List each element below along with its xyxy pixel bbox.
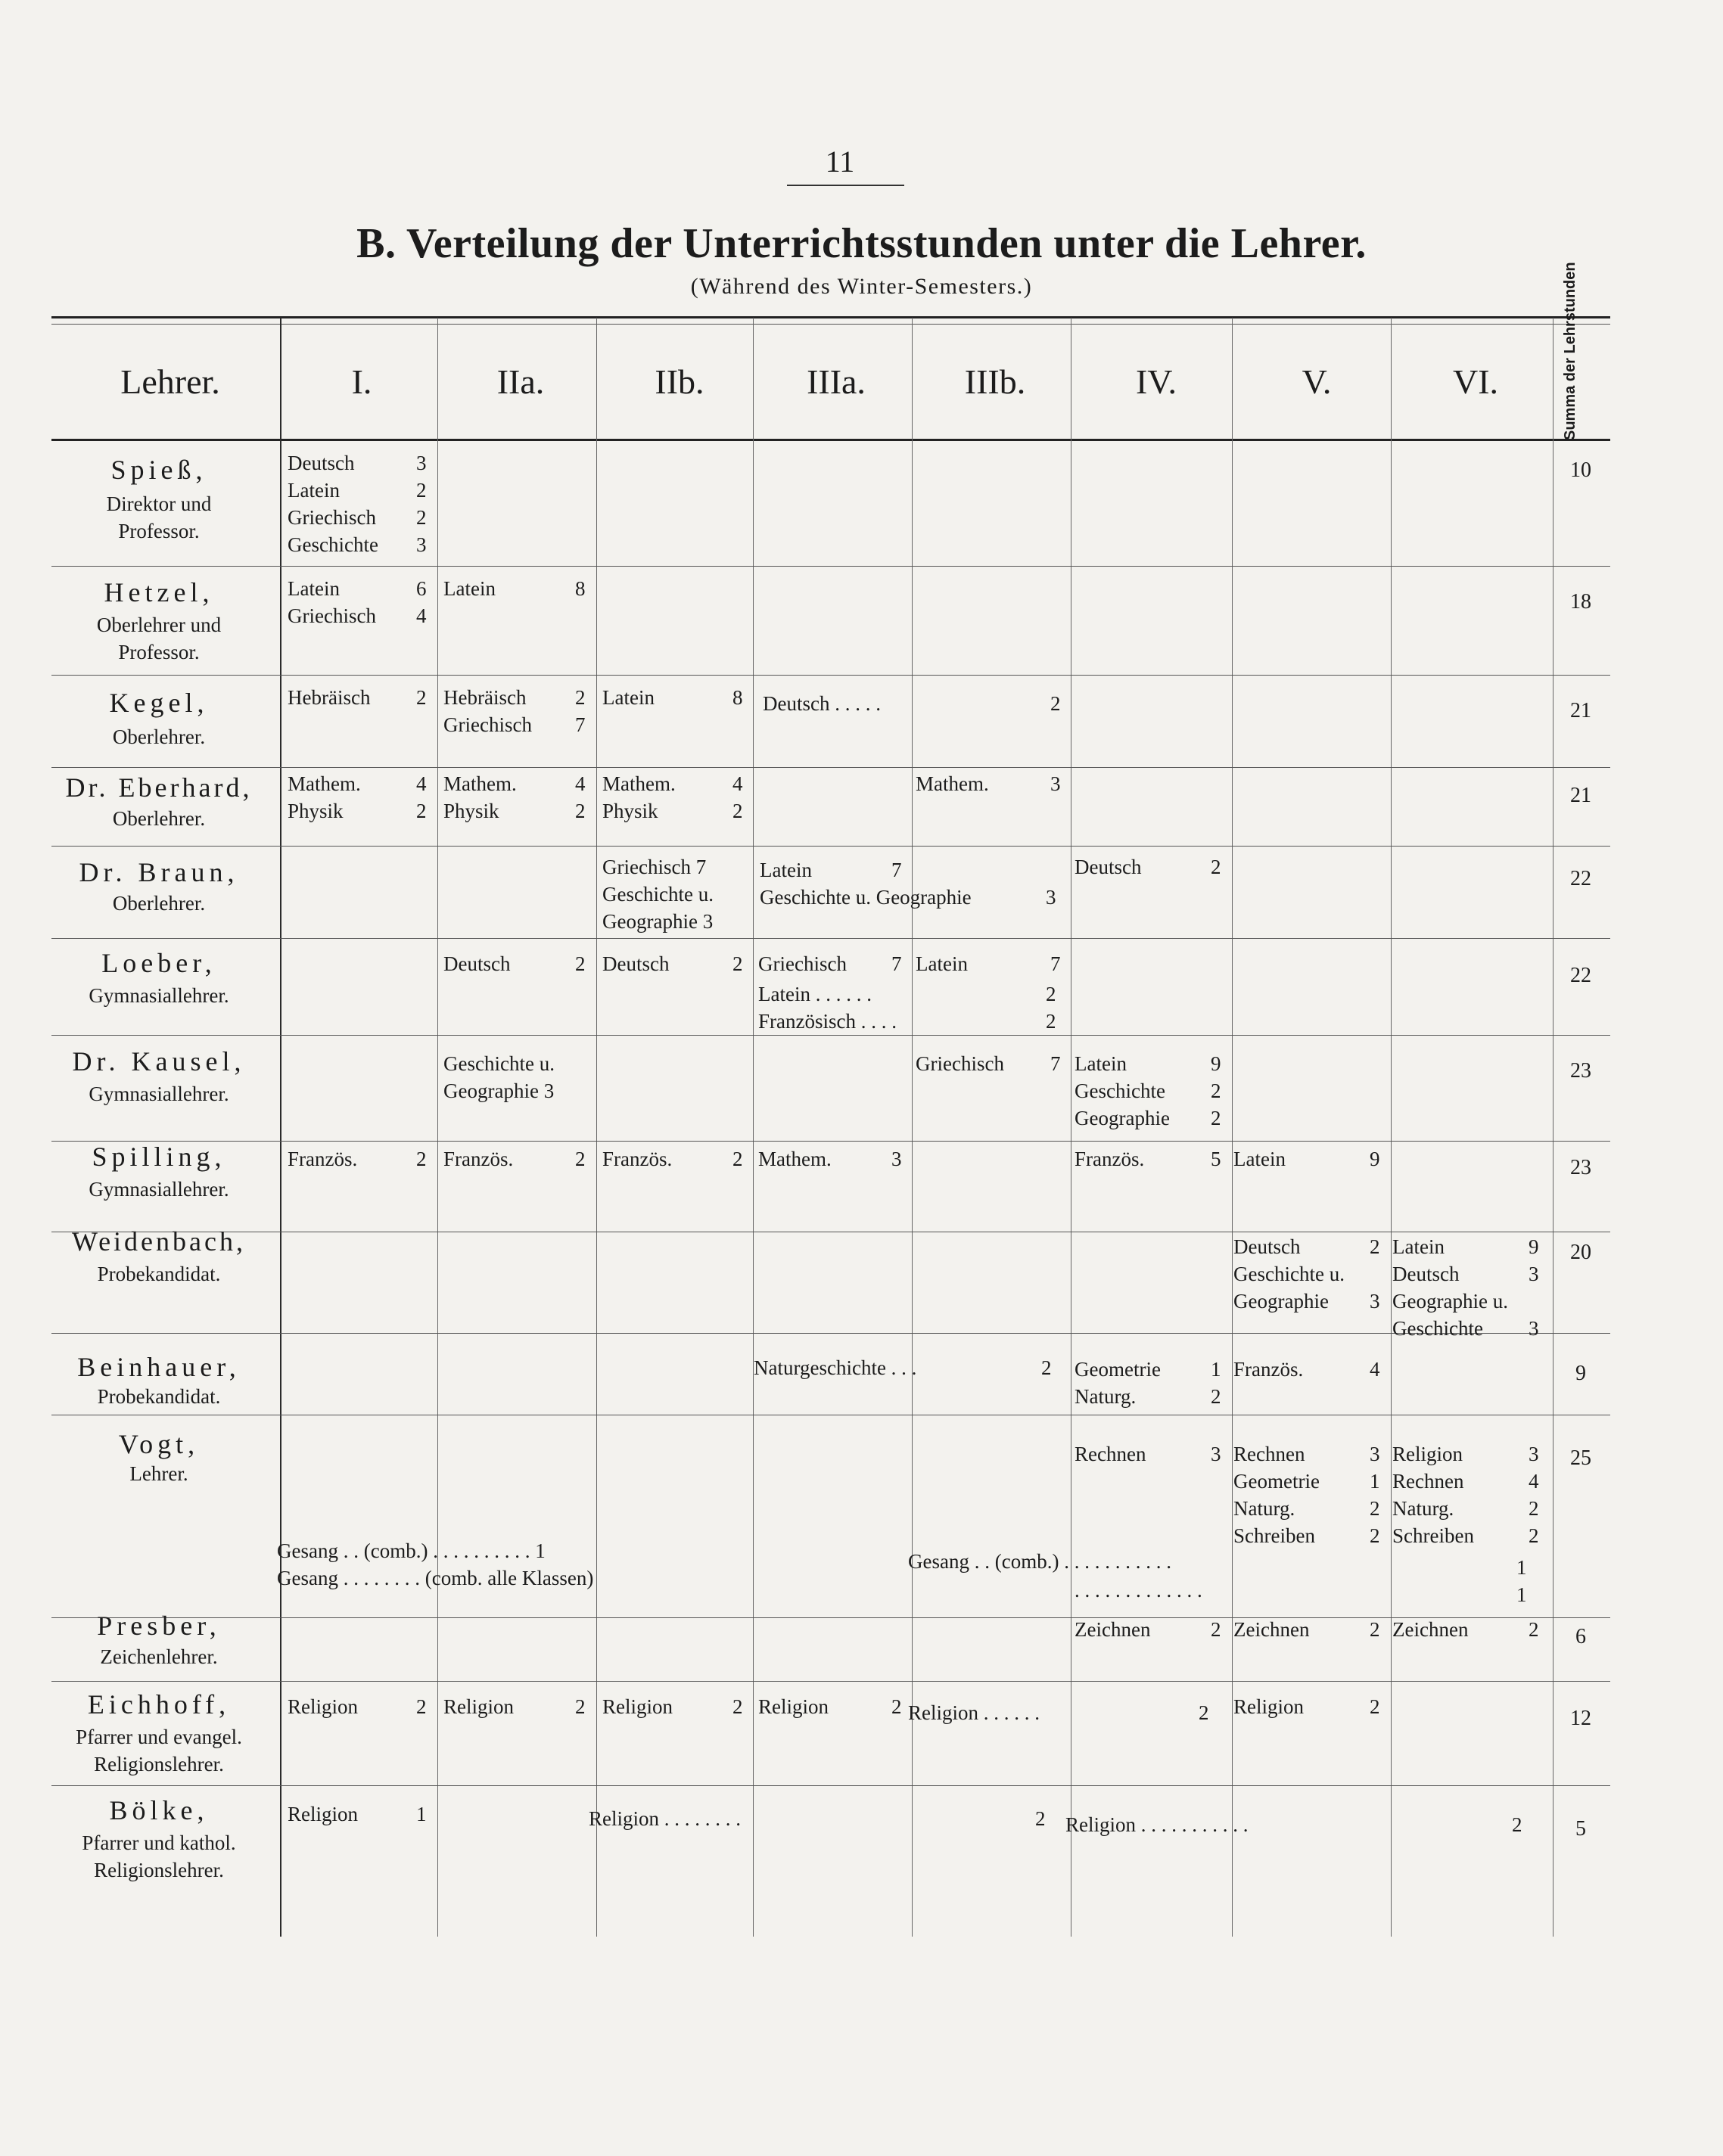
col-header-summa: Summa der Lehrstunden (1562, 262, 1578, 440)
teacher-title: Oberlehrer. (112, 892, 206, 915)
col-header-IIIa: IIIa. (807, 362, 866, 401)
cell-span: Deutsch . . . . . (763, 692, 881, 715)
subject-label: Geschichte (1075, 1080, 1165, 1102)
subject-label: Naturg. (1233, 1497, 1295, 1520)
teacher-title: Religionslehrer. (94, 1753, 224, 1775)
col-header-I: I. (351, 362, 372, 401)
cell-span-num: 2 (1041, 1356, 1052, 1379)
subject-hours: 2 (575, 1695, 586, 1718)
subject-hours: 3 (1370, 1290, 1380, 1313)
cell-span-num: 2 (1199, 1701, 1209, 1724)
cell-text: Latein (760, 859, 812, 881)
subject-label: Hebräisch (288, 686, 371, 709)
subject-label: Hebräisch (443, 686, 527, 709)
teacher-title: Pfarrer und evangel. (76, 1726, 242, 1748)
subject-label: Deutsch (1075, 856, 1142, 878)
subject-label: Schreiben (1233, 1524, 1315, 1547)
cell-span: Religion . . . . . . (908, 1701, 1040, 1724)
subject-label: Griechisch (288, 604, 376, 627)
subject-hours: 8 (575, 577, 586, 600)
cell-span-num: 2 (1046, 1010, 1056, 1033)
subject-hours: 3 (1529, 1443, 1539, 1465)
subject-hours: 8 (732, 686, 743, 709)
subject-hours: 9 (1529, 1235, 1539, 1258)
subject-label: Geschichte u. (1233, 1263, 1345, 1285)
subject-hours: 7 (575, 713, 586, 736)
subject-label: Geometrie (1075, 1358, 1161, 1381)
subject-hours: 2 (575, 1148, 586, 1170)
page-title: B. Verteilung der Unterrichtsstunden unter die Lehrer. (356, 220, 1367, 267)
cell-span-num: 2 (1050, 692, 1061, 715)
teacher-title: Pfarrer und kathol. (82, 1831, 236, 1854)
teacher-name: Dr. Kausel, (72, 1046, 246, 1076)
subject-label: Mathem. (288, 772, 361, 795)
subject-label: Zeichnen (1233, 1618, 1310, 1641)
teacher-title: Direktor und (106, 492, 212, 515)
subject-hours: 7 (891, 952, 902, 975)
subject-hours: 3 (1529, 1317, 1539, 1340)
subject-hours: 3 (1529, 1263, 1539, 1285)
subject-hours: 2 (1211, 1618, 1221, 1641)
subject-label: Französ. (288, 1148, 358, 1170)
row-sep (51, 1333, 1610, 1334)
subject-label: Religion (288, 1695, 358, 1718)
subject-label: Französ. (1075, 1148, 1145, 1170)
gesang-line: Gesang . . (comb.) . . . . . . . . . . 1 (277, 1539, 546, 1562)
subject-label: Mathem. (443, 772, 517, 795)
subject-label: Schreiben (1392, 1524, 1474, 1547)
subject-hours: 2 (1211, 856, 1221, 878)
subject-hours: 2 (1211, 1385, 1221, 1408)
teacher-title: Oberlehrer. (112, 807, 206, 830)
row-sum: 9 (1575, 1362, 1586, 1385)
subject-label: Religion (1392, 1443, 1463, 1465)
row-sep (51, 1681, 1610, 1682)
subject-hours: 2 (732, 1148, 743, 1170)
subject-hours: 2 (416, 686, 427, 709)
subject-label: Geographie (1233, 1290, 1329, 1313)
teacher-title: Oberlehrer. (112, 725, 206, 748)
subject-hours: 2 (732, 800, 743, 822)
table-top-rule (51, 316, 1610, 318)
subject-label: Rechnen (1075, 1443, 1146, 1465)
row-sum: 23 (1570, 1059, 1591, 1083)
subject-hours: 3 (416, 452, 427, 474)
subject-label: Griechisch (443, 713, 532, 736)
subject-hours: 1 (1211, 1358, 1221, 1381)
subject-label: Religion (288, 1803, 358, 1825)
subject-label: Geometrie (1233, 1470, 1320, 1493)
subject-hours: 9 (1211, 1052, 1221, 1075)
subject-hours: 2 (1370, 1618, 1380, 1641)
subject-label: Geographie 3 (602, 910, 714, 933)
row-sum: 5 (1575, 1817, 1586, 1841)
subject-label: Physik (602, 800, 658, 822)
subject-hours: 2 (575, 800, 586, 822)
subject-label: Mathem. (758, 1148, 832, 1170)
subject-hours: 3 (1211, 1443, 1221, 1465)
cell-span-num: 2 (1512, 1813, 1522, 1836)
subject-hours: 2 (1529, 1524, 1539, 1547)
page-number: 11 (825, 144, 855, 179)
subject-hours: 2 (416, 506, 427, 529)
teacher-title: Religionslehrer. (94, 1859, 224, 1881)
subject-hours: 9 (1370, 1148, 1380, 1170)
row-sep (51, 767, 1610, 768)
teacher-title: Professor. (118, 641, 200, 663)
subject-label: Griechisch (916, 1052, 1004, 1075)
col-header-IIb: IIb. (655, 362, 704, 401)
gesang-num: 1 (1516, 1583, 1527, 1606)
subject-hours: 6 (416, 577, 427, 600)
teacher-name: Loeber, (101, 948, 216, 978)
subject-hours: 1 (1370, 1470, 1380, 1493)
subject-hours: 2 (1370, 1497, 1380, 1520)
row-sum: 22 (1570, 867, 1591, 890)
teacher-name: Dr. Eberhard, (65, 772, 253, 803)
subject-hours: 4 (416, 772, 427, 795)
row-sep (51, 1035, 1610, 1036)
subject-hours: 2 (1529, 1618, 1539, 1641)
cell-span: Latein . . . . . . (758, 983, 872, 1005)
row-sum: 18 (1570, 590, 1591, 614)
subject-label: Religion (758, 1695, 829, 1718)
row-sep (51, 566, 1610, 567)
teacher-title: Gymnasiallehrer. (89, 1178, 229, 1201)
subject-label: Französ. (602, 1148, 673, 1170)
subject-hours: 4 (732, 772, 743, 795)
row-sum: 20 (1570, 1241, 1591, 1264)
subject-label: Latein (916, 952, 968, 975)
subject-label: Mathem. (602, 772, 676, 795)
col-sep-7 (1391, 318, 1392, 1937)
subject-label: Zeichnen (1392, 1618, 1469, 1641)
page-number-rule (787, 185, 904, 186)
subject-label: Griechisch 7 (602, 856, 707, 878)
teacher-title: Probekandidat. (97, 1385, 221, 1408)
subject-label: Französ. (1233, 1358, 1304, 1381)
table-top-rule-2 (51, 324, 1610, 325)
subject-hours: 4 (1529, 1470, 1539, 1493)
teacher-title: Zeichenlehrer. (100, 1645, 218, 1668)
subject-label: Latein (288, 577, 340, 600)
cell-num: 7 (891, 859, 902, 881)
teacher-title: Lehrer. (129, 1462, 188, 1485)
subject-label: Mathem. (916, 772, 989, 795)
row-sep (51, 846, 1610, 847)
subject-hours: 2 (1211, 1107, 1221, 1129)
gesang-line: Gesang . . (comb.) . . . . . . . . . . . (908, 1550, 1171, 1573)
subject-hours: 2 (575, 686, 586, 709)
teacher-name: Dr. Braun, (79, 857, 239, 887)
cell-span-num: 3 (1046, 886, 1056, 909)
subject-label: Latein (602, 686, 655, 709)
cell-span: Geschichte u. Geographie (760, 886, 972, 909)
subject-label: Geschichte (288, 533, 378, 556)
col-header-IIIb: IIIb. (964, 362, 1026, 401)
row-sep (51, 1785, 1610, 1786)
subject-label: Deutsch (1233, 1235, 1301, 1258)
row-sum: 21 (1570, 699, 1591, 722)
subject-label: Religion (1233, 1695, 1304, 1718)
header-bottom-rule (51, 439, 1610, 441)
subject-label: Französ. (443, 1148, 514, 1170)
page-subtitle: (Während des Winter-Semesters.) (690, 274, 1033, 299)
col-sep-3 (753, 318, 754, 1937)
subject-label: Deutsch (602, 952, 670, 975)
subject-label: Latein (288, 479, 340, 502)
subject-label: Griechisch (288, 506, 376, 529)
subject-hours: 2 (1370, 1524, 1380, 1547)
teacher-title: Professor. (118, 520, 200, 542)
row-sum: 22 (1570, 964, 1591, 987)
row-sum: 12 (1570, 1707, 1591, 1730)
row-sum: 6 (1575, 1625, 1586, 1648)
subject-hours: 3 (416, 533, 427, 556)
cell-span-num: 2 (1046, 983, 1056, 1005)
subject-label: Zeichnen (1075, 1618, 1151, 1641)
subject-label: Naturg. (1392, 1497, 1454, 1520)
col-sep-1 (437, 318, 438, 1937)
subject-label: Geschichte u. (602, 883, 714, 906)
teacher-name: Presber, (97, 1611, 221, 1641)
cell-span: Religion . . . . . . . . (589, 1807, 741, 1830)
row-sum: 23 (1570, 1156, 1591, 1179)
subject-hours: 2 (732, 1695, 743, 1718)
row-sum: 25 (1570, 1446, 1591, 1470)
cell-span: Naturgeschichte . . . (754, 1356, 917, 1379)
cell-span-num: 2 (1035, 1807, 1046, 1830)
col-sep-6 (1232, 318, 1233, 1937)
subject-label: Geschichte u. (443, 1052, 555, 1075)
subject-label: Religion (602, 1695, 673, 1718)
teacher-name: Kegel, (109, 688, 209, 718)
teacher-name: Bölke, (109, 1795, 209, 1825)
subject-label: Rechnen (1392, 1470, 1464, 1493)
gesang-num: 1 (1516, 1556, 1527, 1579)
subject-hours: 4 (1370, 1358, 1380, 1381)
subject-hours: 4 (575, 772, 586, 795)
teacher-title: Gymnasiallehrer. (89, 984, 229, 1007)
col-header-IIa: IIa. (496, 362, 545, 401)
subject-label: Religion (443, 1695, 514, 1718)
row-sep (51, 938, 1610, 939)
subject-hours: 7 (1050, 1052, 1061, 1075)
teacher-title: Gymnasiallehrer. (89, 1083, 229, 1105)
subject-label: Latein (1075, 1052, 1127, 1075)
subject-label: Latein (1233, 1148, 1286, 1170)
teacher-name: Beinhauer, (77, 1352, 241, 1382)
cell-span: Französisch . . . . (758, 1010, 897, 1033)
subject-hours: 2 (575, 952, 586, 975)
teacher-name: Spieß, (110, 455, 207, 485)
gesang-line: . . . . . . . . . . . . . (1075, 1579, 1202, 1601)
row-sum: 21 (1570, 784, 1591, 807)
teacher-title: Probekandidat. (97, 1263, 221, 1285)
cell-span: Religion . . . . . . . . . . . (1065, 1813, 1249, 1836)
subject-hours: 2 (416, 1695, 427, 1718)
subject-hours: 3 (1370, 1443, 1380, 1465)
subject-hours: 2 (1529, 1497, 1539, 1520)
teacher-name: Eichhoff, (87, 1689, 231, 1720)
col-header-lehrer: Lehrer. (120, 362, 220, 401)
subject-label: Naturg. (1075, 1385, 1137, 1408)
subject-label: Geschichte (1392, 1317, 1483, 1340)
subject-hours: 2 (416, 1148, 427, 1170)
subject-hours: 2 (1370, 1235, 1380, 1258)
col-header-IV: IV. (1135, 362, 1177, 401)
subject-hours: 2 (1370, 1695, 1380, 1718)
col-header-VI: VI. (1452, 362, 1499, 401)
subject-label: Deutsch (288, 452, 355, 474)
subject-label: Physik (443, 800, 499, 822)
teacher-name: Spilling, (92, 1142, 226, 1172)
subject-label: Rechnen (1233, 1443, 1305, 1465)
subject-hours: 3 (891, 1148, 902, 1170)
subject-hours: 2 (732, 952, 743, 975)
col-header-V: V. (1302, 362, 1332, 401)
subject-label: Deutsch (443, 952, 511, 975)
subject-label: Latein (1392, 1235, 1445, 1258)
row-sep (51, 675, 1610, 676)
subject-hours: 7 (1050, 952, 1061, 975)
subject-label: Latein (443, 577, 496, 600)
subject-hours: 1 (416, 1803, 427, 1825)
subject-hours: 2 (416, 479, 427, 502)
subject-label: Griechisch (758, 952, 847, 975)
subject-hours: 4 (416, 604, 427, 627)
subject-label: Physik (288, 800, 344, 822)
teacher-name: Hetzel, (104, 577, 214, 607)
teacher-name: Weidenbach, (71, 1226, 246, 1257)
row-sum: 10 (1570, 458, 1591, 482)
subject-label: Geographie 3 (443, 1080, 555, 1102)
col-sep-2 (596, 318, 597, 1937)
teacher-name: Vogt, (118, 1429, 200, 1459)
subject-hours: 2 (1211, 1080, 1221, 1102)
teacher-title: Oberlehrer und (96, 614, 222, 636)
subject-label: Deutsch (1392, 1263, 1460, 1285)
subject-hours: 2 (891, 1695, 902, 1718)
subject-label: Geographie u. (1392, 1290, 1508, 1313)
col-sep-4 (912, 318, 913, 1937)
subject-hours: 2 (416, 800, 427, 822)
subject-hours: 5 (1211, 1148, 1221, 1170)
subject-label: Geographie (1075, 1107, 1170, 1129)
subject-hours: 3 (1050, 772, 1061, 795)
gesang-line: Gesang . . . . . . . . (comb. alle Klassen) (277, 1567, 594, 1589)
